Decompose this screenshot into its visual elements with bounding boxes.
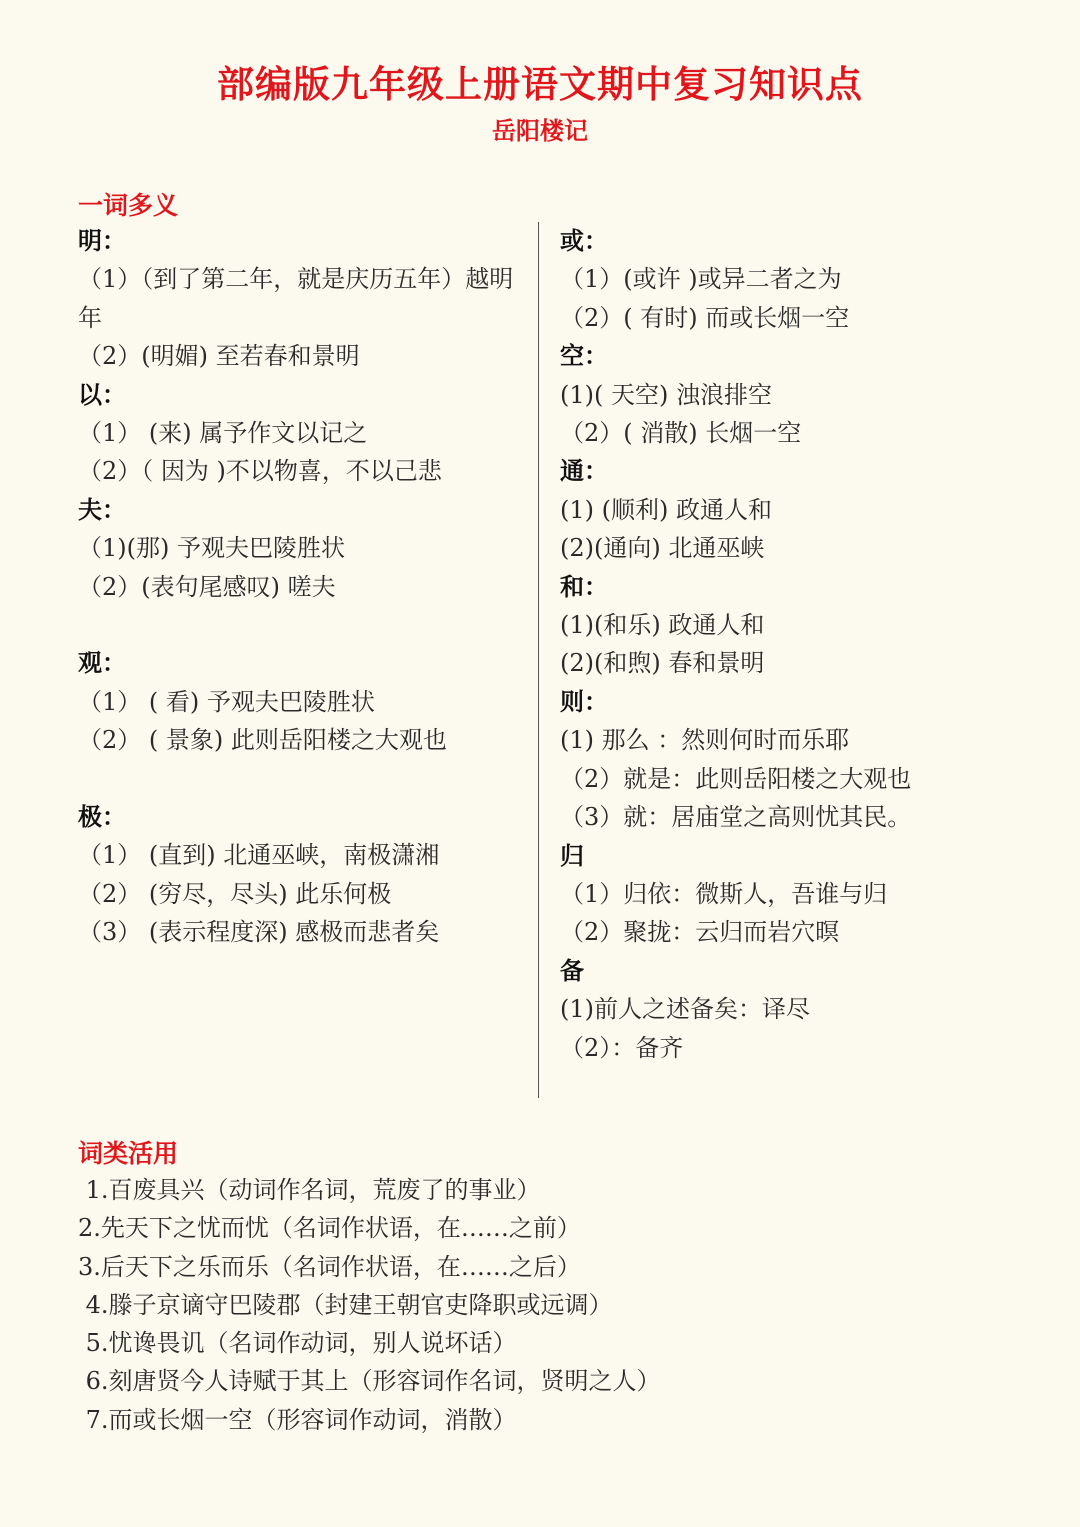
definition-kong-2: （2）( 消散) 长烟一空 [560, 419, 802, 448]
polysemy-right-column [560, 222, 1040, 1067]
spacer [78, 606, 528, 644]
usage-item: 4.滕子京谪守巴陵郡（封建王朝官吏降职或远调） [78, 1290, 613, 1319]
usage-item: 2.先天下之忧而忧（名词作状语，在……之前） [78, 1214, 581, 1243]
definition-fu-1: （1)(那) 予观夫巴陵胜状 [78, 534, 345, 563]
term-tong: 通： [560, 456, 608, 486]
polysemy-heading: 一词多义 [78, 191, 179, 220]
term-bei: 备 [560, 955, 584, 985]
definition-tong-1: (1) (顺利) 政通人和 [560, 495, 772, 524]
definition-ji-1: （1） (直到) 北通巫峡，南极潇湘 [78, 841, 440, 870]
definition-guan-2: （2） ( 景象) 此则岳阳楼之大观也 [78, 726, 447, 755]
spacer [78, 760, 528, 798]
usage-list [78, 1171, 661, 1439]
term-fu: 夫： [78, 494, 126, 524]
term-he: 和： [560, 571, 608, 601]
definition-ze-2: （2）就是：此则岳阳楼之大观也 [560, 764, 912, 793]
definition-huo-1: （1）(或许 )或异二者之为 [560, 265, 842, 294]
definition-huo-2: （2）( 有时) 而或长烟一空 [560, 303, 850, 332]
definition-ji-2: （2） (穷尽，尽头) 此乐何极 [78, 879, 392, 908]
definition-gui-2: （2）聚拢：云归而岩穴暝 [560, 918, 840, 947]
term-ze: 则： [560, 686, 608, 716]
usage-item: 6.刻唐贤今人诗赋于其上（形容词作名词，贤明之人） [78, 1367, 661, 1396]
term-ming: 明： [78, 226, 126, 255]
definition-bei-1: (1)前人之述备矣：译尽 [560, 995, 810, 1024]
definition-tong-2: (2)(通向) 北通巫峡 [560, 534, 765, 563]
usage-item: 7.而或长烟一空（形容词作动词，消散） [78, 1405, 517, 1434]
usage-item: 5.忧谗畏讥（名词作动词，别人说坏话） [78, 1329, 517, 1358]
term-kong: 空： [560, 341, 608, 371]
definition-guan-1: （1） ( 看) 予观夫巴陵胜状 [78, 687, 375, 716]
definition-ze-3: （3）就：居庙堂之高则忧其民。 [560, 803, 912, 832]
usage-item: 3.后天下之乐而乐（名词作状语，在……之后） [78, 1252, 581, 1281]
definition-ji-3: （3） (表示程度深) 感极而悲者矣 [78, 918, 440, 947]
column-divider [538, 222, 539, 1098]
term-huo: 或： [560, 226, 608, 255]
page-title: 部编版九年级上册语文期中复习知识点 [217, 62, 863, 106]
term-gui: 归 [560, 840, 584, 870]
definition-gui-1: （1）归依：微斯人，吾谁与归 [560, 879, 888, 908]
definition-ming-1: （1）（到了第二年，就是庆历五年）越明年 [78, 265, 514, 332]
definition-ze-1: (1) 那么 ：然则何时而乐耶 [560, 726, 850, 755]
definition-yi-2: （2）（ 因为 )不以物喜，不以己悲 [78, 457, 442, 486]
definition-yi-1: （1） (来) 属予作文以记之 [78, 419, 368, 448]
definition-he-2: (2)(和煦) 春和景明 [560, 649, 765, 678]
definition-he-1: (1)(和乐) 政通人和 [560, 611, 765, 640]
usage-item: 1.百废具兴（动词作名词，荒废了的事业） [78, 1176, 541, 1204]
definition-ming-2: （2）(明媚) 至若春和景明 [78, 342, 360, 371]
polysemy-left-column [78, 222, 528, 952]
term-yi: 以： [78, 379, 126, 409]
term-guan: 观： [78, 648, 126, 678]
definition-bei-2: （2）：备齐 [560, 1033, 684, 1062]
usage-heading: 词类活用 [78, 1139, 179, 1168]
page-subtitle: 岳阳楼记 [492, 116, 588, 145]
term-ji: 极： [78, 802, 126, 832]
definition-fu-2: （2）(表句尾感叹) 嗟夫 [78, 572, 336, 601]
definition-kong-1: (1)( 天空) 浊浪排空 [560, 380, 772, 409]
